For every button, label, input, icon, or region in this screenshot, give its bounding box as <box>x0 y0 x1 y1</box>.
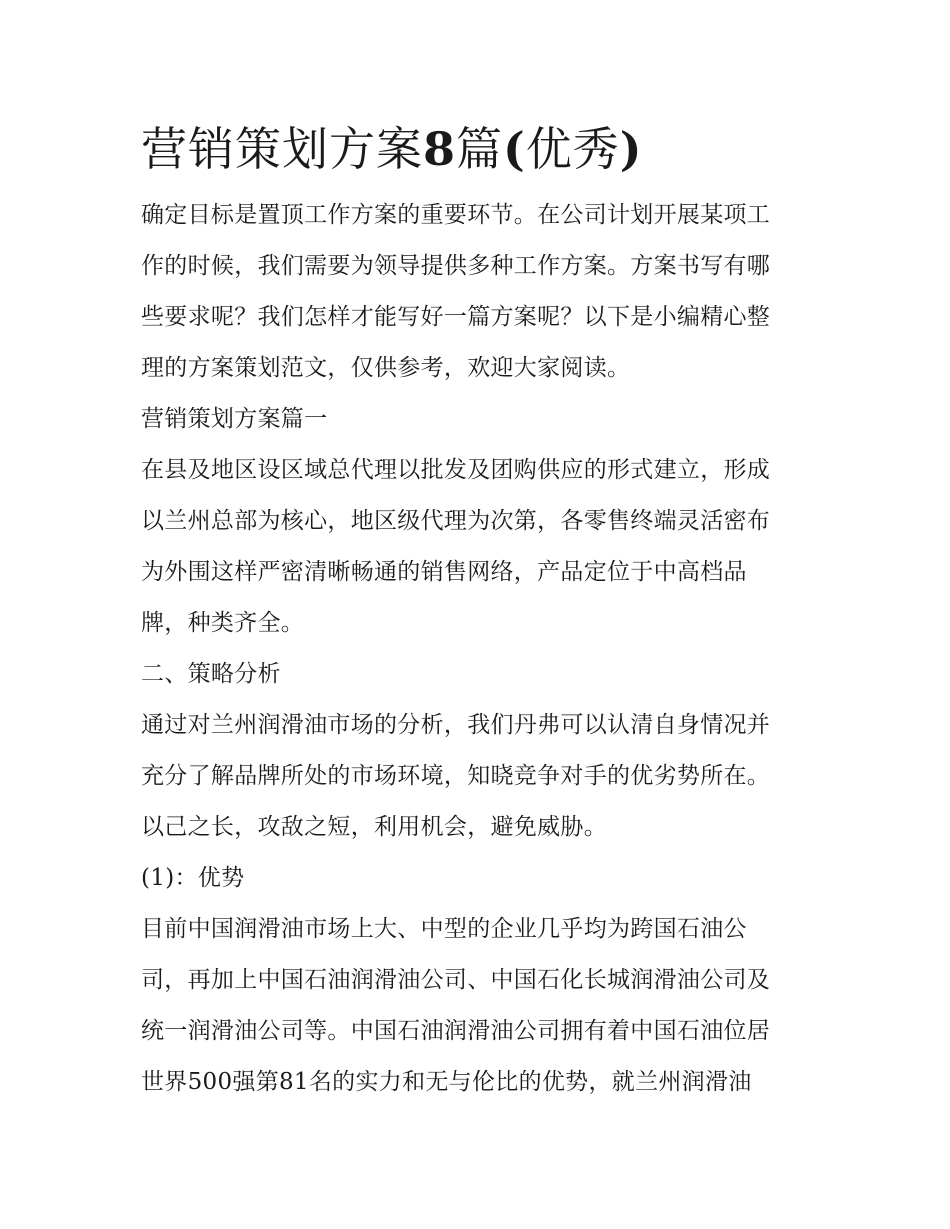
text-line: 司，再加上中国石油润滑油公司、中国石化长城润滑油公司及 <box>141 967 771 993</box>
title-number: 8 <box>423 122 457 176</box>
text-line: 目前中国润滑油市场上大、中型的企业几乎均为跨国石油公 <box>141 916 747 942</box>
text-line: 作的时候，我们需要为领导提供多种工作方案。方案书写有哪 <box>141 253 771 279</box>
text-line: 统一润滑油公司等。中国石油润滑油公司拥有着中国石油位居 <box>141 1018 771 1044</box>
text-line: 以己之长，攻敌之短，利用机会，避免威胁。 <box>141 814 607 840</box>
text-line: 为外围这样严密清晰畅通的销售网络，产品定位于中高档品 <box>141 559 747 585</box>
document-body <box>141 118 821 1108</box>
title-text-2: 篇 <box>456 122 504 176</box>
document-text <box>141 190 821 1108</box>
text-line: 确定目标是置顶工作方案的重要环节。在公司计划开展某项工 <box>141 202 771 228</box>
title-text-1: 营销策划方案 <box>141 122 423 176</box>
text-line: 些要求呢？我们怎样才能写好一篇方案呢？以下是小编精心整 <box>141 304 771 330</box>
title-paren-open: ( <box>503 122 526 176</box>
text-line: 充分了解品牌所处的市场环境，知晓竞争对手的优劣势所在。 <box>141 763 771 789</box>
text-line: 牌，种类齐全。 <box>141 610 305 636</box>
title-text-3: 优秀 <box>525 122 620 176</box>
text-line: 世界500强第81名的实力和无与伦比的优势，就兰州润滑油 <box>141 1069 752 1095</box>
document-title <box>141 118 821 180</box>
text-line: 理的方案策划范文，仅供参考，欢迎大家阅读。 <box>141 355 631 381</box>
section-heading-2: 二、策略分析 <box>141 661 281 687</box>
text-line: 以兰州总部为核心，地区级代理为次第，各零售终端灵活密布 <box>141 508 771 534</box>
section-heading-1: 营销策划方案篇一 <box>141 406 328 432</box>
title-paren-close: ) <box>619 122 643 176</box>
text-line: 在县及地区设区域总代理以批发及团购供应的形式建立，形成 <box>141 457 771 483</box>
subsection-heading: (1)：优势 <box>141 865 245 891</box>
text-line: 通过对兰州润滑油市场的分析，我们丹弗可以认清自身情况并 <box>141 712 771 738</box>
